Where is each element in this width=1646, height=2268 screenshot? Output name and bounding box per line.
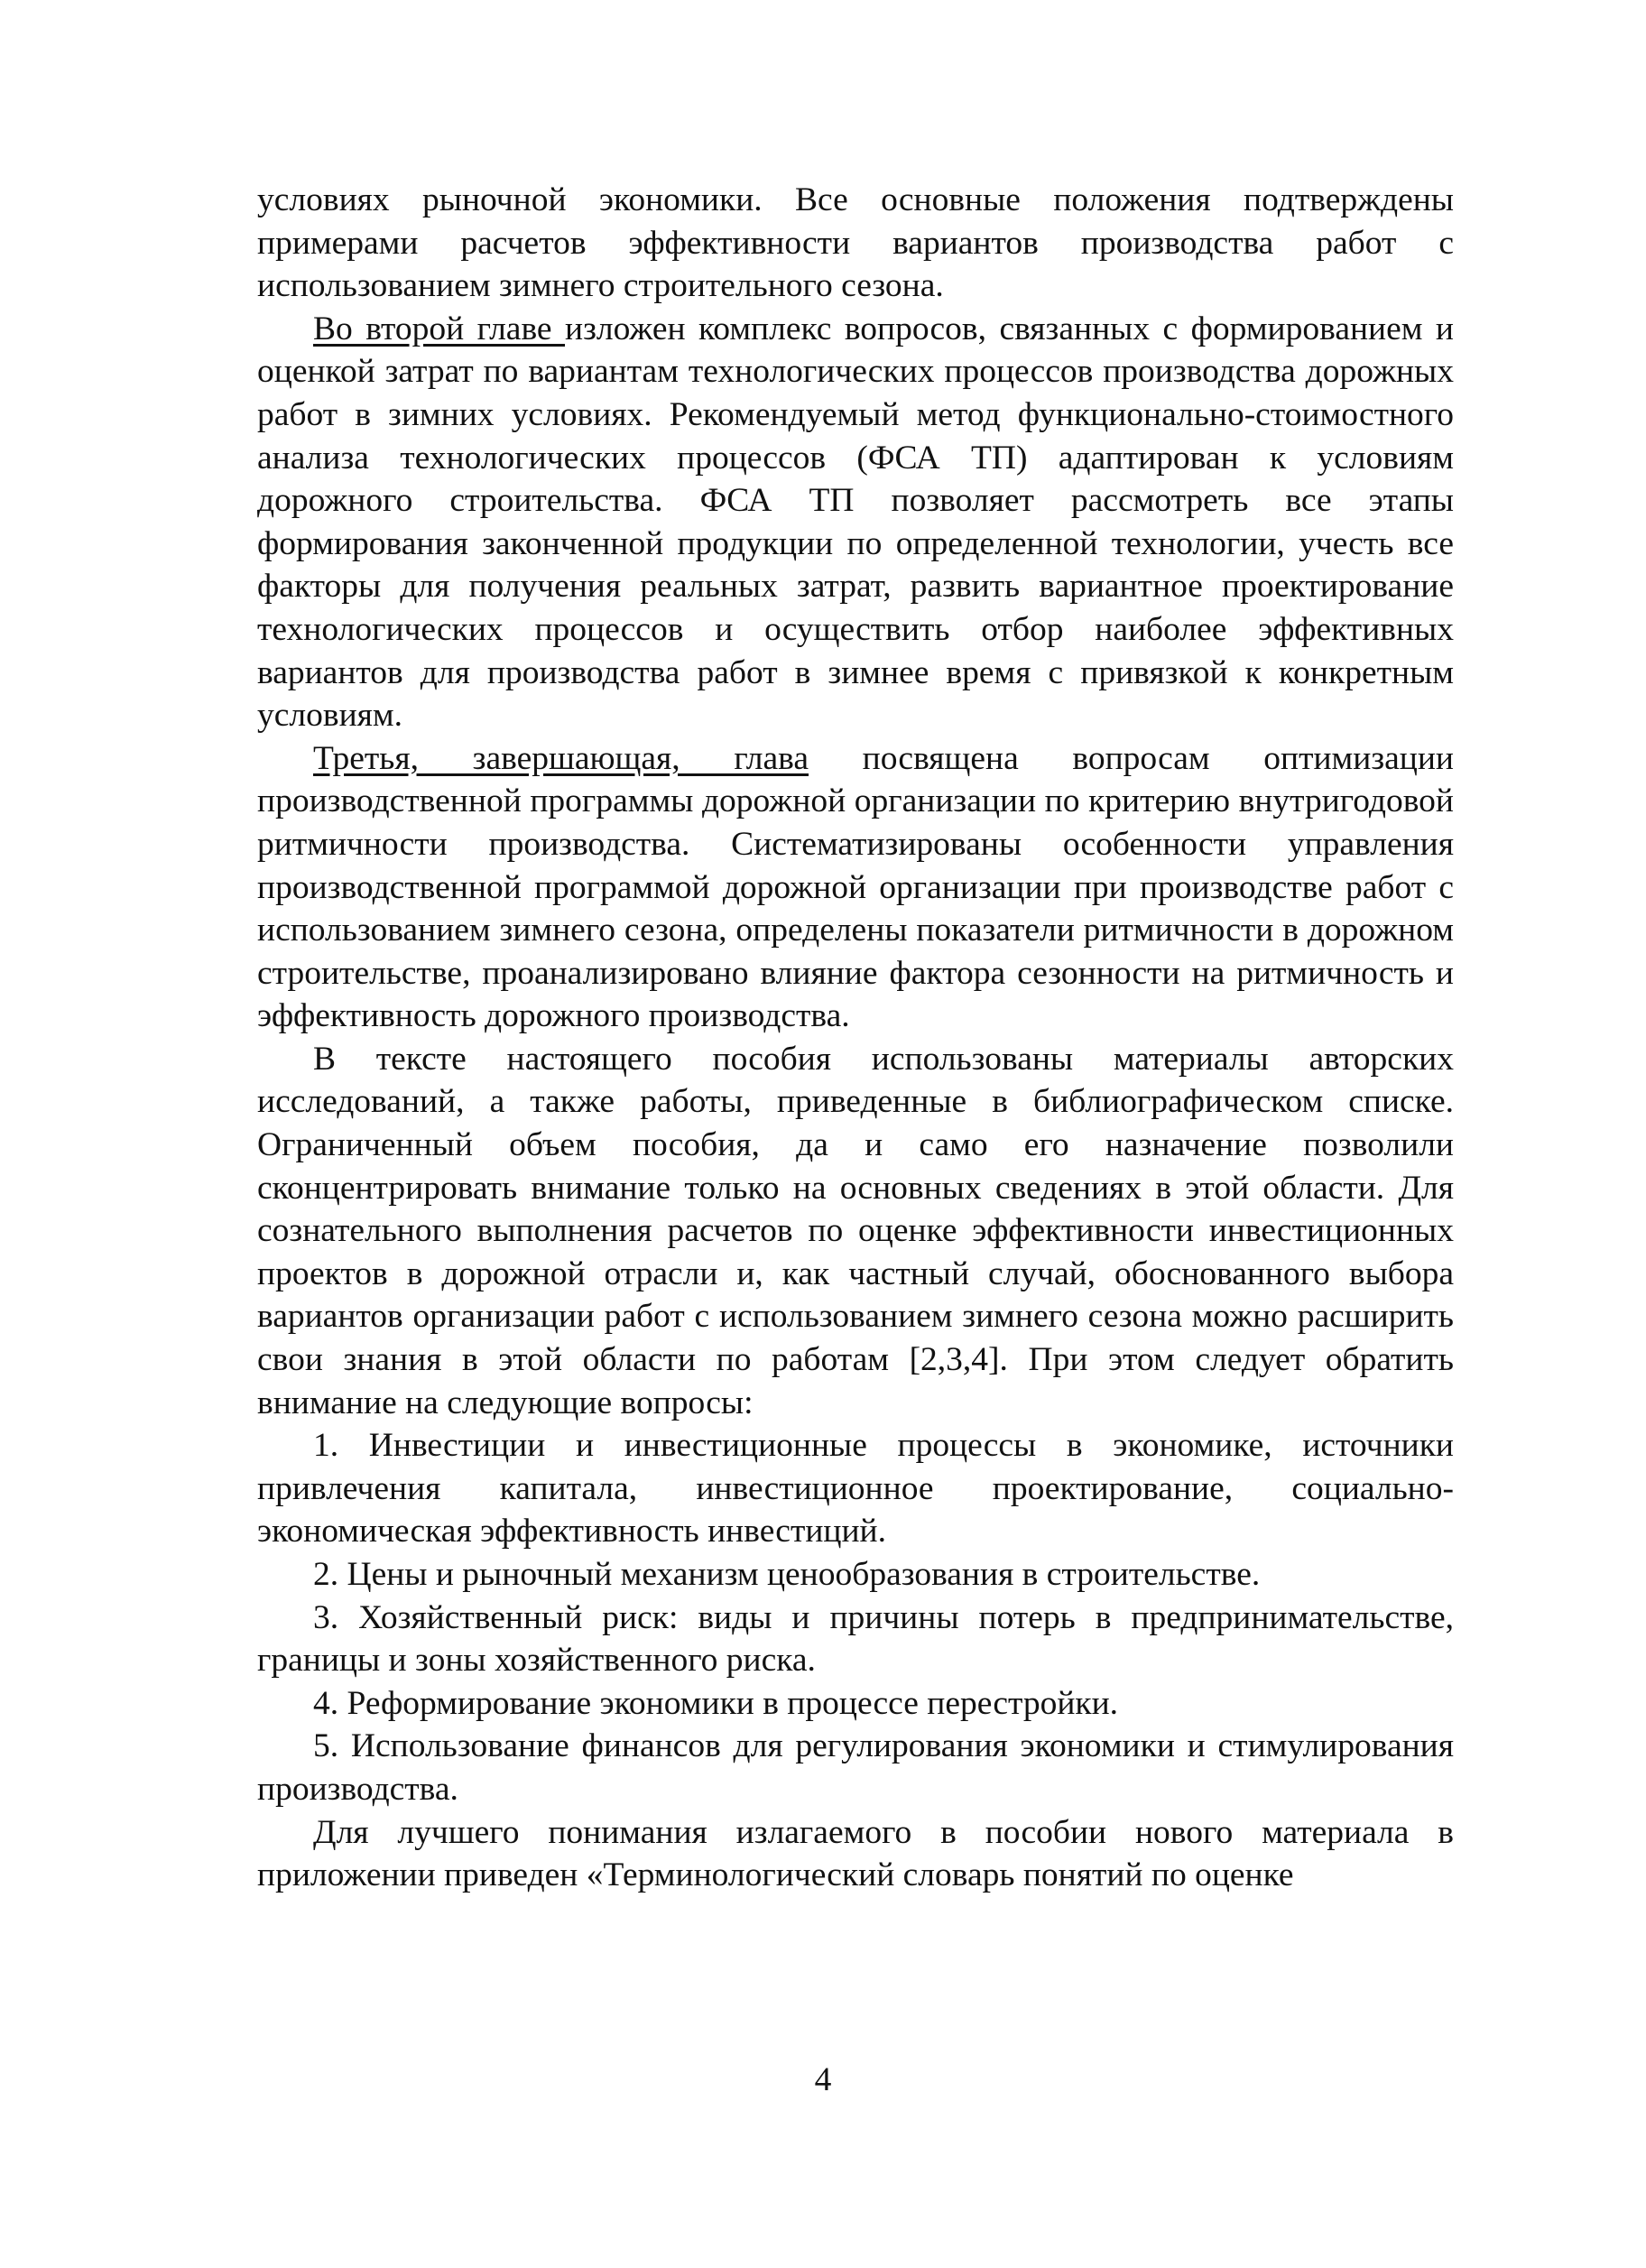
chapter-three-heading: Третья, завершающая, глава xyxy=(313,739,809,777)
chapter-two-text: изложен комплекс вопросов, связанных с формированием и оценкой затрат по вариантам технологических процессов производства дорожных работ в зимних условиях. Рекомендуемый метод функционально-стоимостного анализа технологических процессов (ФСА ТП) адаптирован к условиям дорожного строительства. ФСА ТП позволяет рассмотреть все этапы формирования законченной продукции по определенной технологии, учесть все факторы для получения реальных затрат, развить вариантное проектирование технологических процессов и осуществить отбор наиболее эффективных вариантов для производства работ в зимнее время с привязкой к конкретным условиям. xyxy=(257,310,1454,735)
list-item-3: 3. Хозяйственный риск: виды и причины потерь в предпринимательстве, границы и зоны хозяйственного риска. xyxy=(257,1598,1454,1680)
list-item-5: 5. Использование финансов для регулирования экономики и стимулирования производства. xyxy=(257,1727,1454,1808)
paragraph-chapter-three xyxy=(257,737,1454,1038)
chapter-three-text: посвящена вопросам оптимизации производственной программы дорожной организации по критерию внутригодовой ритмичности производства. Систематизированы особенности управления производственной программой дорожной организации при производстве работ с использованием зимнего сезона, определены показатели ритмичности в дорожном строительстве, проанализировано влияние фактора сезонности на ритмичность и эффективность дорожного производства. xyxy=(257,739,1454,1035)
paragraph-glossary: Для лучшего понимания излагаемого в пособии нового материала в приложении приведен «Терминологический словарь понятий по оценке xyxy=(257,1813,1454,1894)
list-item-1: 1. Инвестиции и инвестиционные процессы в экономике, источники привлечения капитала, инвестиционное проектирование, социально-экономическая эффективность инвестиций. xyxy=(257,1427,1454,1551)
list-item-2: 2. Цены и рыночный механизм ценообразования в строительстве. xyxy=(313,1556,1261,1593)
body-text xyxy=(257,179,1454,1897)
paragraph-chapter-two xyxy=(257,308,1454,737)
chapter-two-heading: Во второй главе xyxy=(313,310,565,347)
paragraph-intro-continuation: условиях рыночной экономики. Все основные положения подтверждены примерами расчетов эффективности вариантов производства работ с использованием зимнего строительного сезона. xyxy=(257,181,1454,305)
paragraph-sources: В тексте настоящего пособия использованы материалы авторских исследований, а также работы, приведенные в библиографическом списке. Ограниченный объем пособия, да и само его назначение позволили сконцентрировать внимание только на основных сведениях в этой области. Для сознательного выполнения расчетов по оценке эффективности инвестиционных проектов в дорожной отрасли и, как частный случай, обоснованного выбора вариантов организации работ с использованием зимнего сезона можно расширить свои знания в этой области по работам [2,3,4]. При этом следует обратить внимание на следующие вопросы: xyxy=(257,1040,1454,1421)
list-item-4: 4. Реформирование экономики в процессе перестройки. xyxy=(313,1684,1119,1722)
page-number: 4 xyxy=(814,2061,832,2098)
